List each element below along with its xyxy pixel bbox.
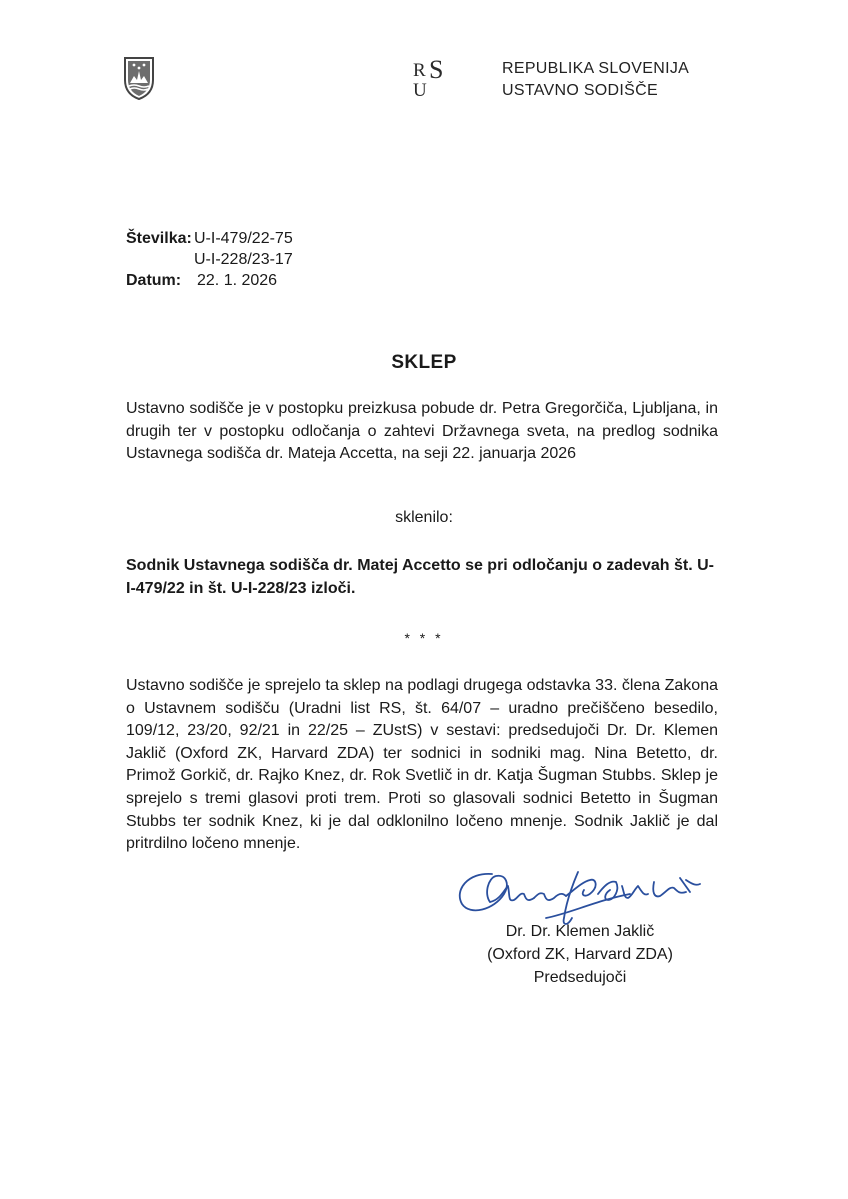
document-meta — [126, 228, 293, 291]
number-label: Številka: — [126, 230, 192, 247]
rs-us-monogram-icon — [412, 58, 452, 98]
svg-text:U: U — [413, 80, 427, 98]
signatory-name: Dr. Dr. Klemen Jaklič — [505, 923, 655, 940]
number-value-2: U-I-228/23-17 — [194, 251, 293, 268]
signatory-role: Predsedujoči — [533, 969, 627, 986]
sklenilo-label: sklenilo: — [395, 509, 453, 526]
institution-line-1: REPUBLIKA SLOVENIJA — [502, 60, 690, 77]
signature-block — [440, 920, 720, 989]
number-row — [126, 228, 293, 249]
intro-paragraph: Ustavno sodišče je v postopku preizkusa pobude dr. Petra Gregorčiča, Ljubljana, in drugih ter v postopku odločanja o zahtevi Državnega sveta, na predlog sodnika Ustavnega sodišča dr. Mateja Accetta, na seji 22. januarja 2026 — [126, 400, 718, 463]
reasoning-paragraph: Ustavno sodišče je sprejelo ta sklep na podlagi drugega odstavka 33. člena Zakona o Ustavnem sodišču (Uradni list RS, št. 64/07 – uradno prečiščeno besedilo, 109/12, 23/20, 92/21 in 22/25 – ZUstS) v sestavi: predsedujoči Dr. Dr. Klemen Jaklič (Oxford ZK, Harvard ZDA) ter sodnici in sodniki mag. Nina Betetto, dr. Primož Gorkič, dr. Rajko Knez, dr. Rok Svetlič in dr. Katja Šugman Stubbs. Sklep je sprejelo s tremi glasovi proti trem. Proti so glasovali sodnici Betetto in Šugman Stubbs ter sodnik Knez, ki je dal odklonilno ločeno mnenje. Sodnik Jaklič je dal pritrdilno ločeno mnenje. — [126, 677, 718, 853]
svg-text:S: S — [429, 58, 444, 84]
slovenia-coat-of-arms-icon — [122, 56, 156, 100]
institution-line-2: USTAVNO SODIŠČE — [502, 82, 658, 99]
number-value-1: U-I-479/22-75 — [194, 230, 293, 247]
date-value: 22. 1. 2026 — [197, 272, 278, 289]
institution-name — [502, 58, 689, 102]
date-label: Datum: — [126, 272, 182, 289]
number-row-2 — [126, 249, 293, 270]
section-separator: * * * — [404, 630, 444, 646]
svg-text:R: R — [413, 60, 426, 81]
document-title: SKLEP — [391, 352, 457, 373]
decision-paragraph: Sodnik Ustavnega sodišča dr. Matej Accetto se pri odločanju o zadevah št. U-I-479/22 in št. U-I-228/23 izloči. — [126, 557, 714, 597]
date-row — [126, 270, 293, 291]
signatory-affiliation: (Oxford ZK, Harvard ZDA) — [487, 946, 673, 963]
